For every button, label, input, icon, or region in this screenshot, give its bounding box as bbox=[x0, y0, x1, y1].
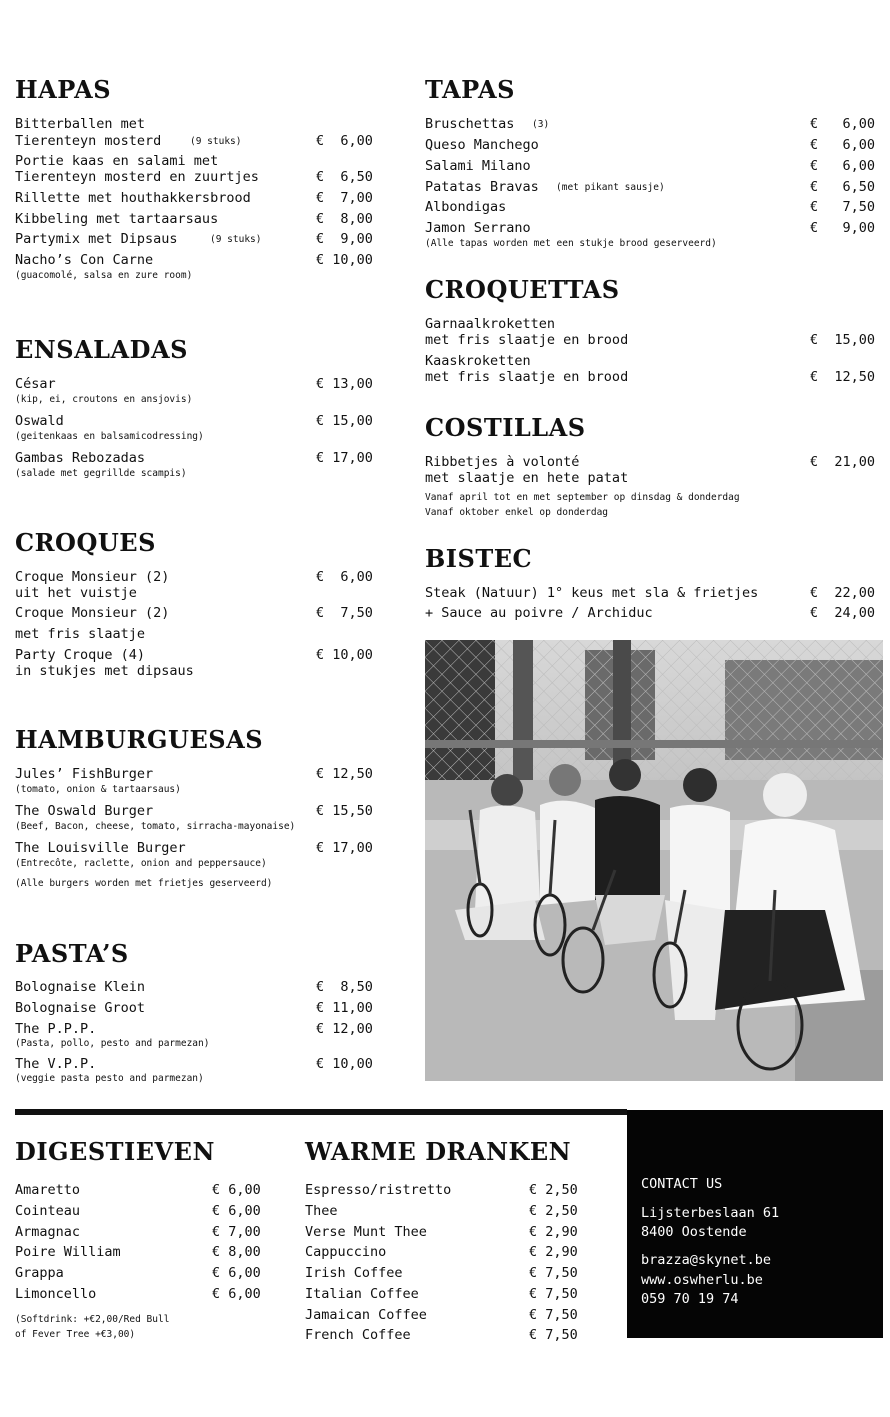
drink-price: € 7,00 bbox=[212, 1224, 261, 1240]
section-title-bistec: BISTEC bbox=[425, 544, 533, 573]
menu-item-name: Nacho’s Con Carne bbox=[15, 252, 154, 268]
menu-item-note: (Entrecôte, raclette, onion and peppersauce) bbox=[15, 858, 267, 869]
menu-item-price: € 11,00 bbox=[316, 1000, 373, 1016]
menu-item-price: € 6,50 bbox=[316, 169, 373, 185]
menu-item-price: € 8,50 bbox=[316, 979, 373, 995]
section-footnote: of Fever Tree +€3,00) bbox=[15, 1329, 136, 1340]
section-title-croques: CROQUES bbox=[15, 528, 156, 557]
menu-item-name: Croque Monsieur (2) bbox=[15, 569, 170, 585]
menu-item-name: Bitterballen met bbox=[15, 116, 146, 132]
vintage-tennis-photo bbox=[425, 640, 883, 1081]
menu-item-price: € 24,00 bbox=[810, 605, 876, 621]
drink-name: Jamaican Coffee bbox=[305, 1307, 427, 1323]
menu-item-note: (guacomolé, salsa en zure room) bbox=[15, 270, 193, 281]
menu-item-price: € 12,00 bbox=[316, 1021, 373, 1037]
section-title-hamburguesas: HAMBURGUESAS bbox=[15, 725, 264, 754]
menu-item-name: Patatas Bravas bbox=[425, 179, 539, 195]
section-title-tapas: TAPAS bbox=[425, 75, 515, 104]
menu-item-name: met slaatje en hete patat bbox=[425, 470, 629, 486]
menu-item-name: Gambas Rebozadas bbox=[15, 450, 146, 466]
menu-item-qty: (3) bbox=[532, 119, 550, 130]
menu-item-name: The V.P.P. bbox=[15, 1056, 97, 1072]
menu-item-price: € 15,00 bbox=[316, 413, 373, 429]
menu-item-note: (veggie pasta pesto and parmezan) bbox=[15, 1073, 204, 1084]
section-footnote: Vanaf oktober enkel op donderdag bbox=[425, 507, 609, 518]
drink-price: € 2,90 bbox=[529, 1244, 578, 1260]
menu-item-price: € 6,50 bbox=[810, 179, 876, 195]
drink-price: € 2,50 bbox=[529, 1203, 578, 1219]
menu-item-name: Partymix met Dipsaus bbox=[15, 231, 178, 247]
drink-name: Armagnac bbox=[15, 1224, 81, 1240]
section-divider bbox=[15, 1109, 627, 1115]
drink-price: € 7,50 bbox=[529, 1327, 578, 1343]
menu-item-name: Tierenteyn mosterd bbox=[15, 133, 162, 149]
menu-item-qty: (9 stuks) bbox=[210, 234, 262, 245]
menu-item-price: € 10,00 bbox=[316, 252, 373, 268]
section-footnote: (Softdrink: +€2,00/Red Bull bbox=[15, 1314, 170, 1325]
contact-title: CONTACT US bbox=[641, 1176, 723, 1192]
menu-item-name: Portie kaas en salami met bbox=[15, 153, 219, 169]
menu-item-name: Bolognaise Groot bbox=[15, 1000, 146, 1016]
menu-item-name: The Oswald Burger bbox=[15, 803, 154, 819]
section-footnote: (Alle burgers worden met frietjes geserveerd) bbox=[15, 878, 273, 889]
menu-item-note: (Pasta, pollo, pesto and parmezan) bbox=[15, 1038, 210, 1049]
menu-item-price: € 9,00 bbox=[810, 220, 876, 236]
menu-item-name: Albondigas bbox=[425, 199, 507, 215]
menu-item-name: Steak (Natuur) 1° keus met sla & frietjes bbox=[425, 585, 759, 601]
menu-item-price: € 12,50 bbox=[316, 766, 373, 782]
menu-item-price: € 22,00 bbox=[810, 585, 876, 601]
menu-item-name: Jules’ FishBurger bbox=[15, 766, 154, 782]
menu-item-name: Tierenteyn mosterd en zuurtjes bbox=[15, 169, 259, 185]
drink-name: Verse Munt Thee bbox=[305, 1224, 427, 1240]
drink-name: Irish Coffee bbox=[305, 1265, 403, 1281]
menu-item-price: € 13,00 bbox=[316, 376, 373, 392]
section-title-warme-dranken: WARME DRANKEN bbox=[305, 1137, 572, 1166]
menu-item-note: (geitenkaas en balsamicodressing) bbox=[15, 431, 204, 442]
menu-item-price: € 6,00 bbox=[810, 158, 876, 174]
menu-item-note: (salade met gegrillde scampis) bbox=[15, 468, 187, 479]
drink-price: € 6,00 bbox=[212, 1203, 261, 1219]
menu-item-note: (tomato, onion & tartaarsaus) bbox=[15, 784, 181, 795]
menu-item-note: (Beef, Bacon, cheese, tomato, sirracha-mayonaise) bbox=[15, 821, 296, 832]
contact-email-link[interactable]: brazza@skynet.be bbox=[641, 1252, 772, 1268]
drink-price: € 7,50 bbox=[529, 1286, 578, 1302]
menu-item-name: Salami Milano bbox=[425, 158, 531, 174]
menu-item-name: Rillette met houthakkersbrood bbox=[15, 190, 251, 206]
drink-name: Cointeau bbox=[15, 1203, 81, 1219]
menu-item-name: Queso Manchego bbox=[425, 137, 539, 153]
menu-item-price: € 15,00 bbox=[810, 332, 876, 348]
menu-item-price: € 15,50 bbox=[316, 803, 373, 819]
menu-item-name: Ribbetjes à volonté bbox=[425, 454, 580, 470]
menu-item-name: Kaaskroketten bbox=[425, 353, 531, 369]
menu-item-price: € 7,50 bbox=[810, 199, 876, 215]
menu-item-price: € 9,00 bbox=[316, 231, 373, 247]
menu-item-price: € 6,00 bbox=[316, 133, 373, 149]
menu-item-qty: (9 stuks) bbox=[190, 136, 242, 147]
section-title-digestieven: DIGESTIEVEN bbox=[15, 1137, 215, 1166]
section-title-croquettas: CROQUETTAS bbox=[425, 275, 620, 304]
menu-item-name: Garnaalkroketten bbox=[425, 316, 556, 332]
contact-phone: 059 70 19 74 bbox=[641, 1291, 739, 1307]
menu-item-note: (kip, ei, croutons en ansjovis) bbox=[15, 394, 193, 405]
menu-item-price: € 12,50 bbox=[810, 369, 876, 385]
drink-name: Italian Coffee bbox=[305, 1286, 419, 1302]
menu-item-name: in stukjes met dipsaus bbox=[15, 663, 194, 679]
section-title-pastas: PASTA’S bbox=[15, 939, 129, 968]
menu-item-price: € 7,50 bbox=[316, 605, 373, 621]
drink-price: € 7,50 bbox=[529, 1307, 578, 1323]
drink-price: € 6,00 bbox=[212, 1286, 261, 1302]
drink-name: Espresso/ristretto bbox=[305, 1182, 452, 1198]
menu-item-name: Kibbeling met tartaarsaus bbox=[15, 211, 219, 227]
menu-item-name: Party Croque (4) bbox=[15, 647, 146, 663]
menu-item-name: + Sauce au poivre / Archiduc bbox=[425, 605, 653, 621]
drink-name: French Coffee bbox=[305, 1327, 411, 1343]
menu-item-price: € 6,00 bbox=[316, 569, 373, 585]
drink-name: Limoncello bbox=[15, 1286, 97, 1302]
menu-item-name: met fris slaatje en brood bbox=[425, 369, 629, 385]
menu-item-price: € 6,00 bbox=[810, 116, 876, 132]
drink-price: € 8,00 bbox=[212, 1244, 261, 1260]
menu-item-name: Jamon Serrano bbox=[425, 220, 531, 236]
drink-name: Poire William bbox=[15, 1244, 121, 1260]
menu-item-name: The P.P.P. bbox=[15, 1021, 97, 1037]
menu-item-name: uit het vuistje bbox=[15, 585, 137, 601]
section-footnote: Vanaf april tot en met september op dinsdag & donderdag bbox=[425, 492, 740, 503]
contact-street: Lijsterbeslaan 61 bbox=[641, 1205, 780, 1221]
section-footnote: (Alle tapas worden met een stukje brood geserveerd) bbox=[425, 238, 717, 249]
menu-item-name: Bolognaise Klein bbox=[15, 979, 146, 995]
menu-item-price: € 10,00 bbox=[316, 647, 373, 663]
menu-item-price: € 10,00 bbox=[316, 1056, 373, 1072]
menu-item-price: € 6,00 bbox=[810, 137, 876, 153]
drink-price: € 2,90 bbox=[529, 1224, 578, 1240]
drink-name: Amaretto bbox=[15, 1182, 81, 1198]
menu-item-price: € 21,00 bbox=[810, 454, 876, 470]
section-title-ensaladas: ENSALADAS bbox=[15, 335, 188, 364]
menu-item-qty: (met pikant sausje) bbox=[556, 182, 665, 193]
menu-item-price: € 17,00 bbox=[316, 450, 373, 466]
drink-price: € 7,50 bbox=[529, 1265, 578, 1281]
menu-item-name: César bbox=[15, 376, 56, 392]
menu-item-name: Oswald bbox=[15, 413, 64, 429]
section-title-hapas: HAPAS bbox=[15, 75, 112, 104]
contact-box bbox=[627, 1110, 883, 1338]
menu-item-name: The Louisville Burger bbox=[15, 840, 186, 856]
menu-item-price: € 17,00 bbox=[316, 840, 373, 856]
drink-price: € 6,00 bbox=[212, 1265, 261, 1281]
menu-item-name: met fris slaatje bbox=[15, 626, 146, 642]
contact-city: 8400 Oostende bbox=[641, 1224, 747, 1240]
menu-item-price: € 8,00 bbox=[316, 211, 373, 227]
drink-price: € 2,50 bbox=[529, 1182, 578, 1198]
section-title-costillas: COSTILLAS bbox=[425, 413, 586, 442]
menu-item-name: met fris slaatje en brood bbox=[425, 332, 629, 348]
drink-name: Thee bbox=[305, 1203, 338, 1219]
drink-price: € 6,00 bbox=[212, 1182, 261, 1198]
drink-name: Cappuccino bbox=[305, 1244, 387, 1260]
menu-item-name: Croque Monsieur (2) bbox=[15, 605, 170, 621]
menu-item-name: Bruschettas bbox=[425, 116, 515, 132]
contact-website-link[interactable]: www.oswherlu.be bbox=[641, 1272, 763, 1288]
menu-item-price: € 7,00 bbox=[316, 190, 373, 206]
drink-name: Grappa bbox=[15, 1265, 64, 1281]
